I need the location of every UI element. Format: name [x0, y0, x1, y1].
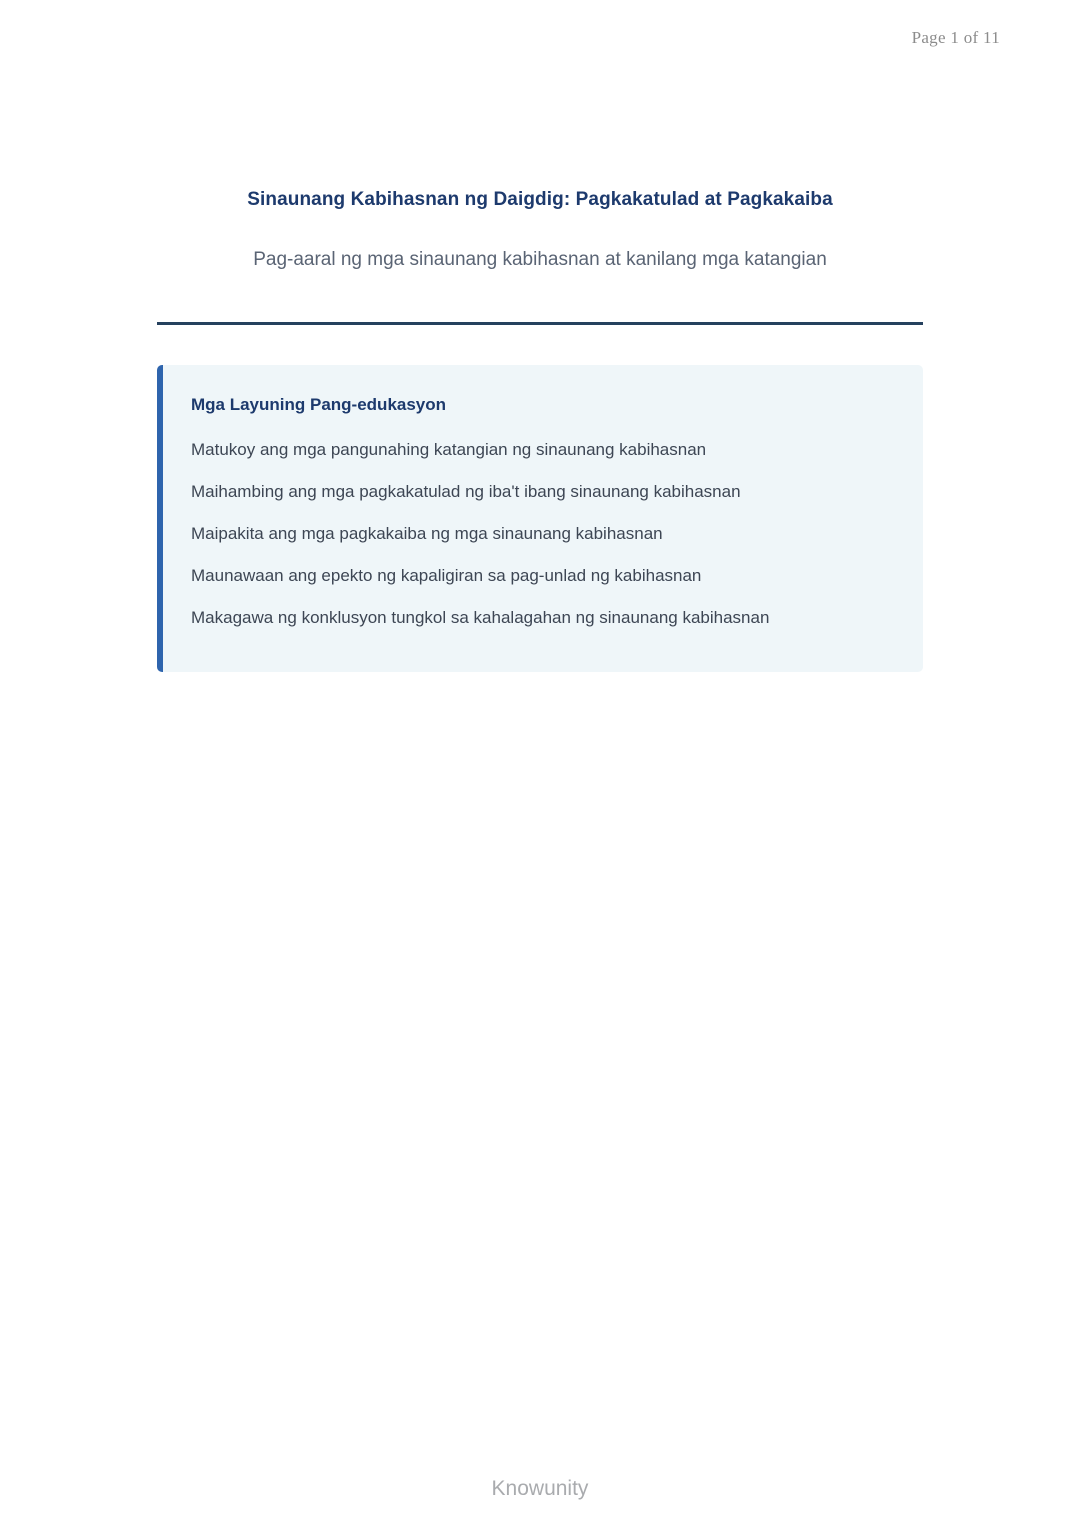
page-number: Page 1 of 11: [911, 28, 1000, 47]
objective-item: Maipakita ang mga pagkakaiba ng mga sinaunang kabihasnan: [191, 524, 663, 543]
footer-brand: Knowunity: [491, 1477, 589, 1500]
divider-line: [157, 322, 923, 325]
objective-item: Maunawaan ang epekto ng kapaligiran sa pag-unlad ng kabihasnan: [191, 566, 702, 585]
document-subtitle: Pag-aaral ng mga sinaunang kabihasnan at kanilang mga katangian: [253, 249, 827, 270]
objectives-list: [191, 438, 893, 630]
objective-item: Maihambing ang mga pagkakatulad ng iba't ibang sinaunang kabihasnan: [191, 482, 741, 501]
objectives-heading: Mga Layuning Pang-edukasyon: [191, 395, 447, 414]
objectives-box: [157, 365, 923, 672]
objective-item: Makagawa ng konklusyon tungkol sa kahalagahan ng sinaunang kabihasnan: [191, 608, 770, 627]
objective-item: Matukoy ang mga pangunahing katangian ng sinaunang kabihasnan: [191, 440, 707, 459]
document-title: Sinaunang Kabihasnan ng Daigdig: Pagkakatulad at Pagkakaiba: [247, 189, 833, 210]
